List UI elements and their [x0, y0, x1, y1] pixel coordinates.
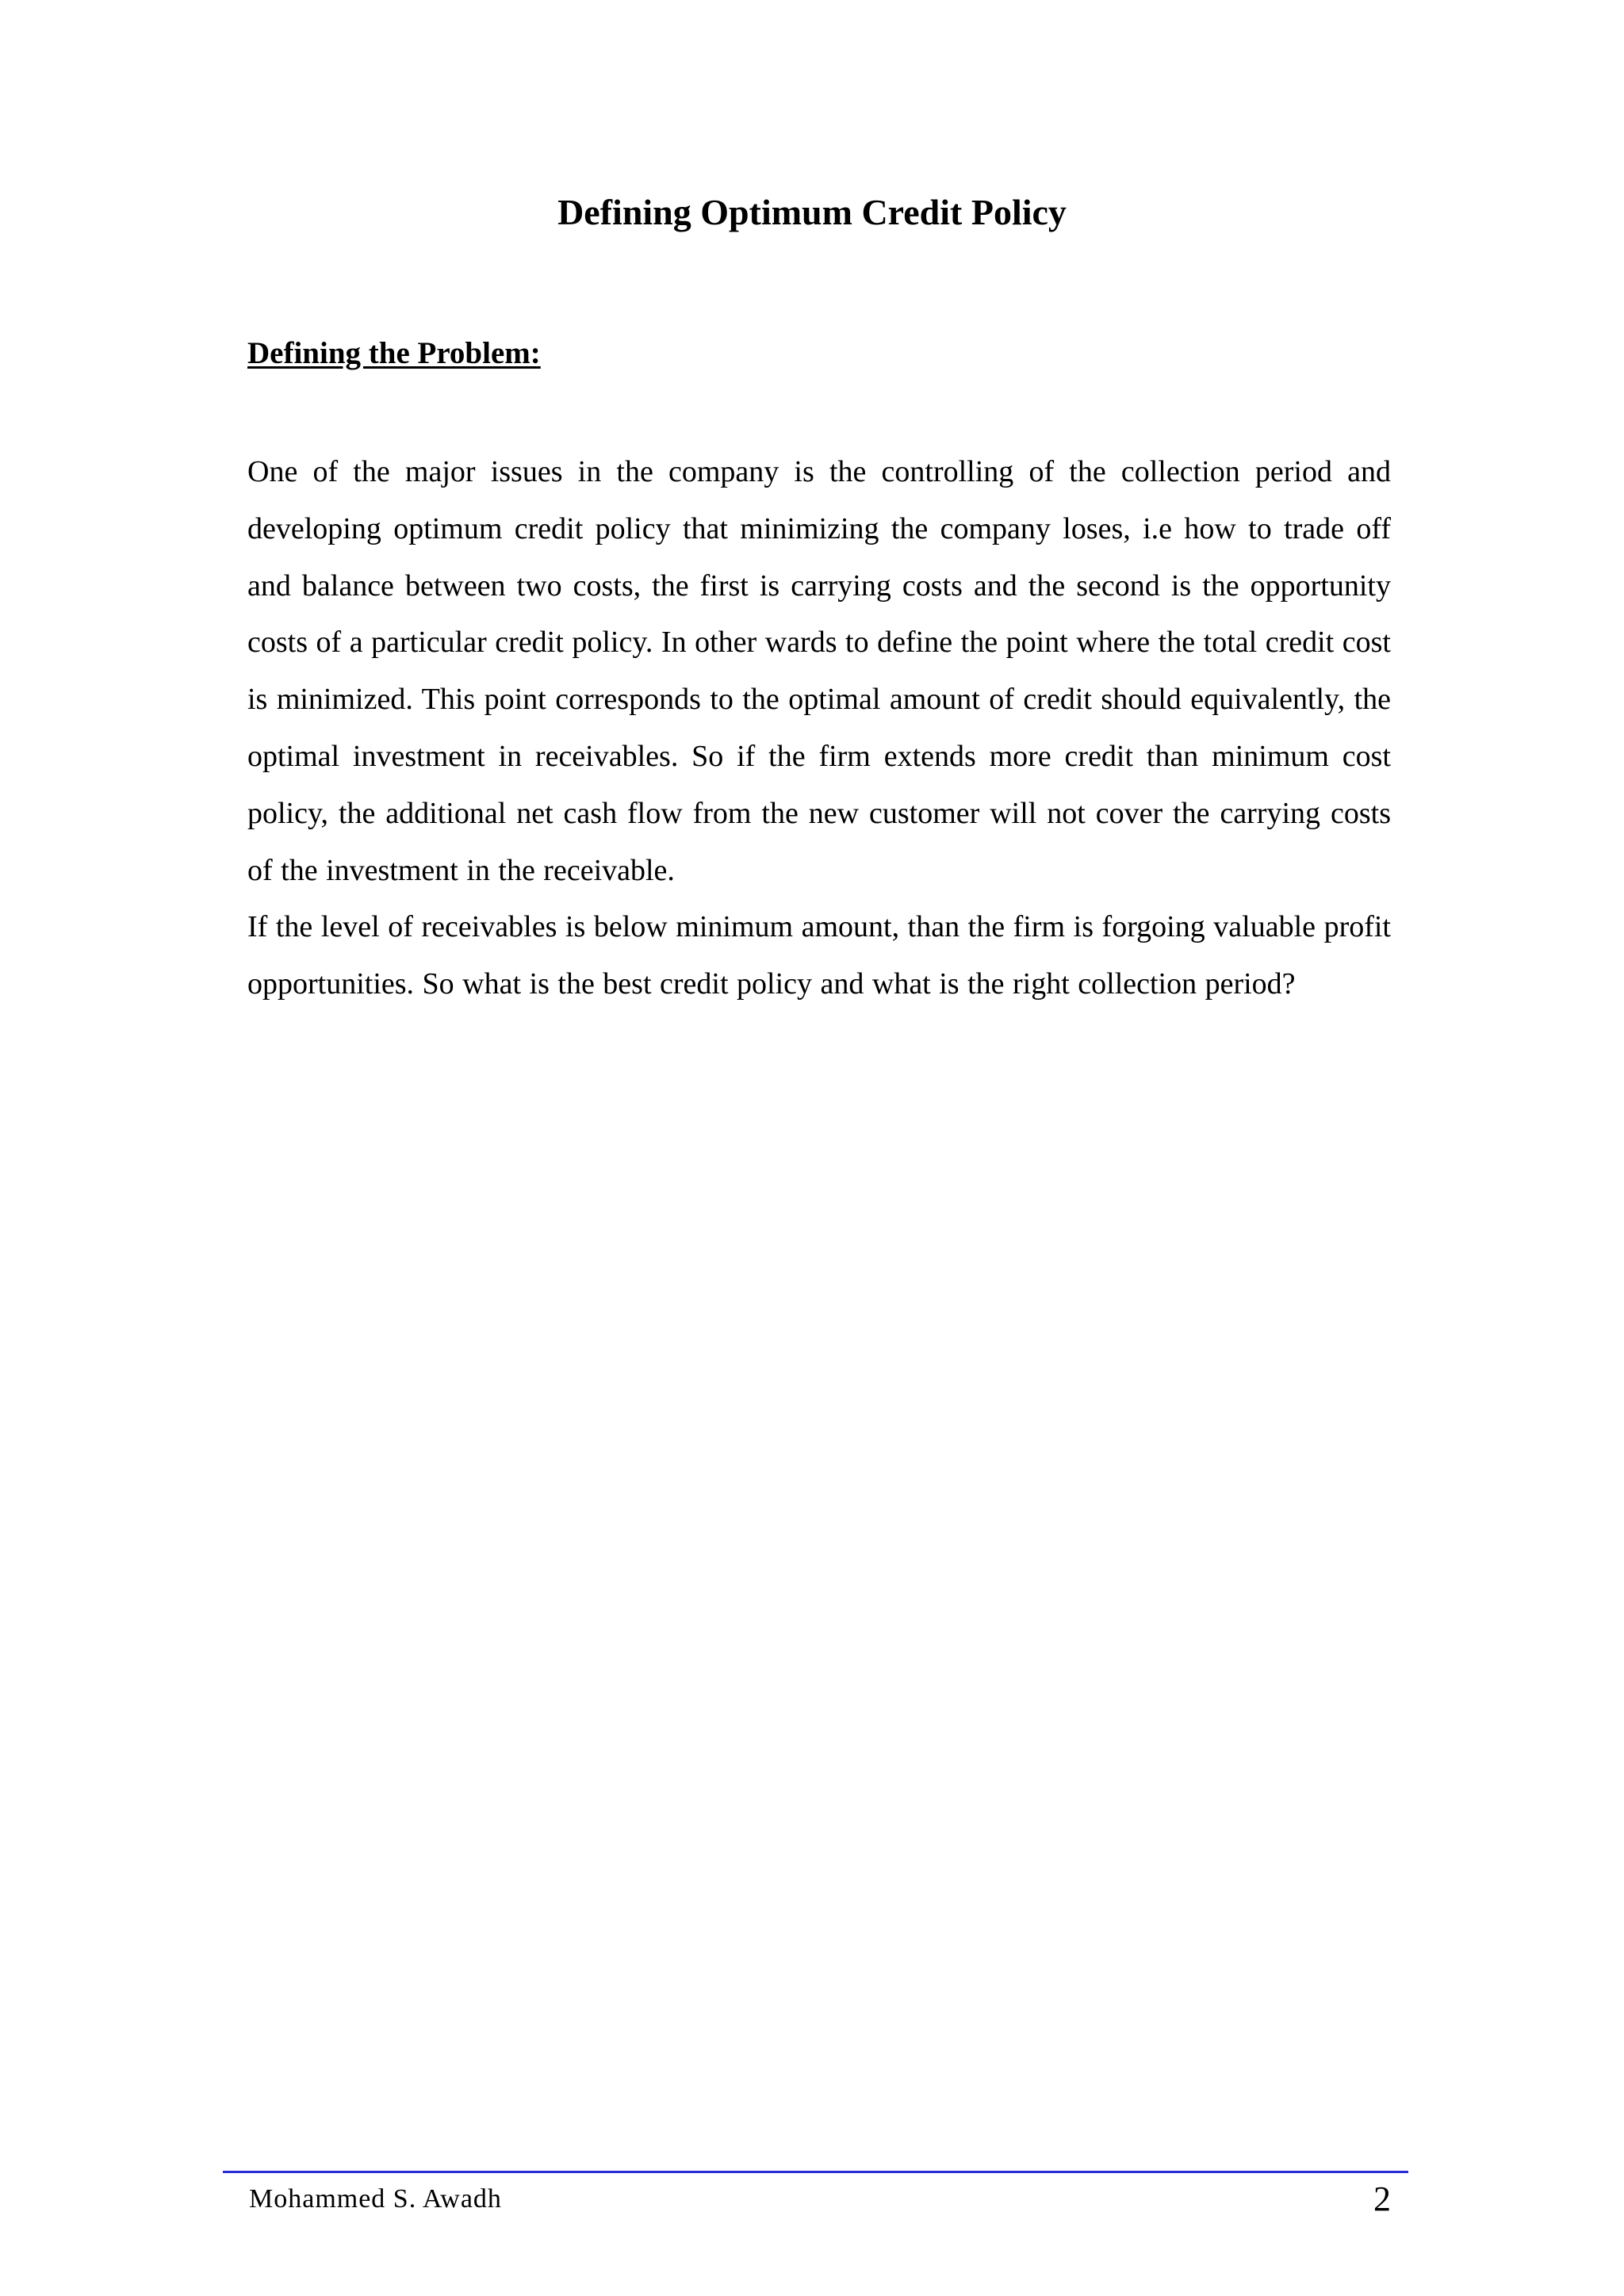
paragraph-2: If the level of receivables is below minimum amount, than the firm is forgoing valuable profit opportunities. So what is the best credit policy and what is the right collection period? [247, 910, 1391, 1001]
page-number: 2 [1373, 2179, 1391, 2218]
footer-author: Mohammed S. Awadh [249, 2184, 502, 2214]
page-title: Defining Optimum Credit Policy [557, 192, 1067, 232]
body-text [247, 444, 1391, 1013]
paragraph-1: One of the major issues in the company is the controlling of the collection period and developing optimum credit policy that minimizing the company loses, i.e how to trade off and balance between two costs, the first is carrying costs and the second is the opportunity costs of a particular credit policy. In other wards to define the point where the total credit cost is minimized. This point corresponds to the optimal amount of credit should equivalently, the optimal investment in receivables. So if the firm extends more credit than minimum cost policy, the additional net cash flow from the new customer will not cover the carrying costs of the investment in the receivable. [247, 455, 1391, 887]
footer-divider [223, 2171, 1408, 2173]
section-heading: Defining the Problem: [247, 336, 541, 370]
